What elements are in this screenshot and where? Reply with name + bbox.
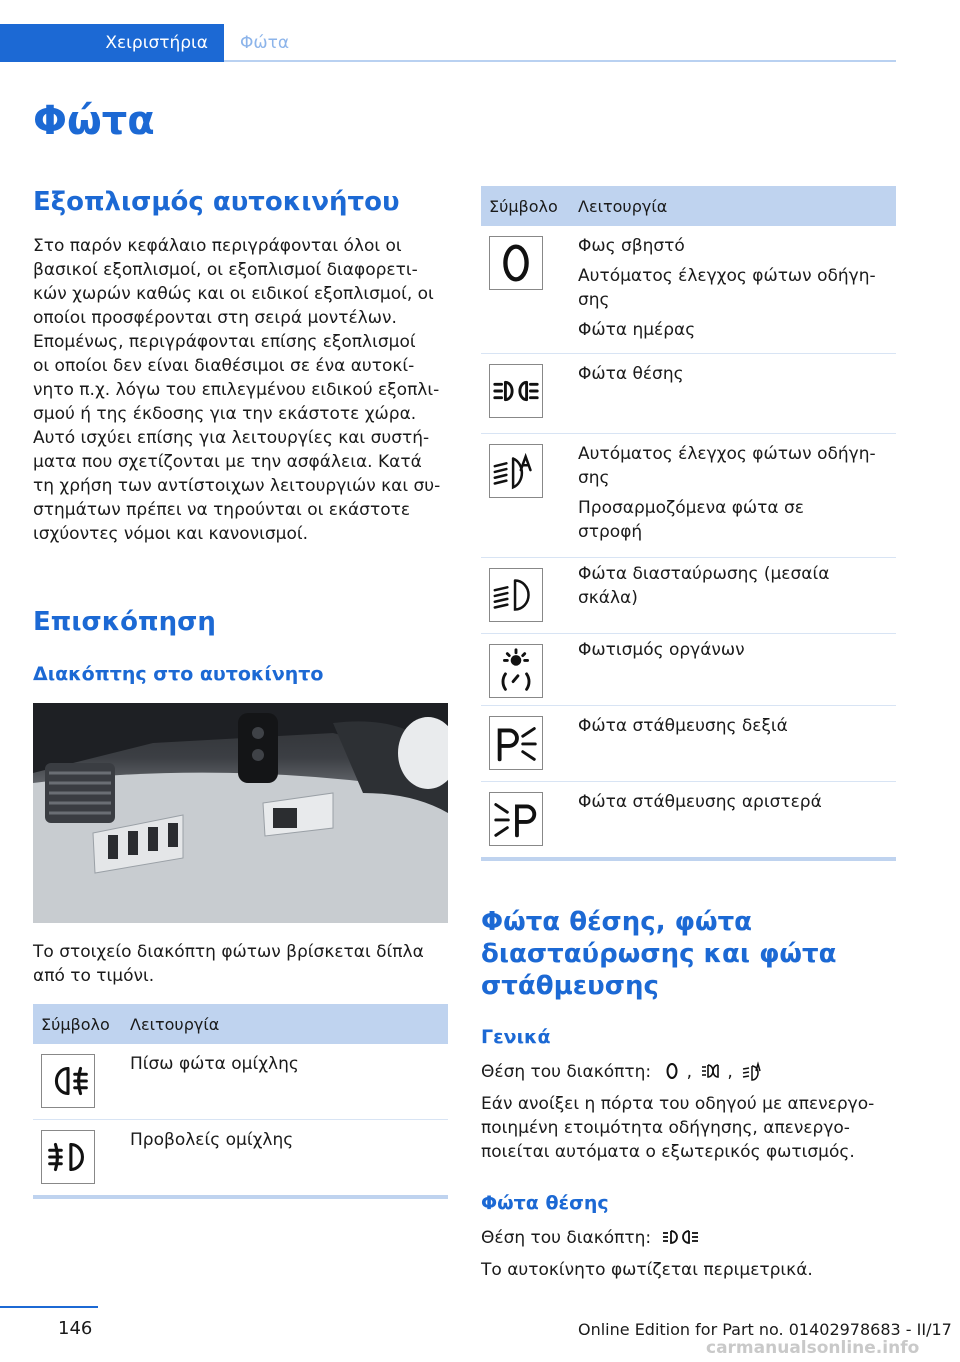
row-line: Αυτόματος έλεγχος φώτων οδήγη-	[578, 444, 876, 464]
equipment-line: οποίοι προσφέρονται στη σειρά μοντέλων.	[33, 308, 397, 328]
general-line: Εάν ανοίξει η πόρτα του οδηγού με απενεργο-	[481, 1094, 875, 1114]
tab-controls[interactable]	[0, 24, 224, 62]
row-line: Φωτισμός οργάνων	[578, 640, 745, 660]
parking-switch-position	[481, 1226, 901, 1250]
page-header	[0, 0, 960, 62]
row-line: Προβολείς ομίχλης	[130, 1130, 294, 1150]
equipment-line: ισχύοντες νόμοι και κανονισμοί.	[33, 524, 309, 544]
equipment-line: ματα που σχετίζονται με την ασφάλεια. Κατά	[33, 452, 422, 472]
row-function	[578, 362, 684, 386]
right-table-end	[481, 857, 896, 861]
light-switch-photo	[33, 703, 448, 923]
row-function	[130, 1052, 299, 1076]
equipment-line: σμού ή της έκδοσης για την εκάστοτε χώρα.	[33, 404, 417, 424]
row-function	[578, 234, 876, 342]
watermark: carmanualsonline.info	[706, 1338, 920, 1358]
row-line: στροφή	[578, 522, 643, 542]
equipment-line: Αυτό ισχύει επίσης για λειτουργίες και συστή-	[33, 428, 430, 448]
parking-lights-icon	[661, 1227, 701, 1247]
parking-lights-icon	[701, 1061, 723, 1081]
table-row	[33, 1044, 448, 1120]
row-function	[578, 638, 745, 662]
parking-text: Το αυτοκίνητο φωτίζεται περιμετρικά.	[481, 1260, 813, 1280]
row-line: Φώτα θέσης	[578, 364, 684, 384]
table-row	[33, 1120, 448, 1196]
row-function	[130, 1128, 293, 1152]
front-fog-light-icon	[41, 1130, 95, 1184]
table-row	[481, 558, 896, 634]
table-row	[481, 634, 896, 706]
footer-divider	[0, 1306, 98, 1308]
caption-line: Το στοιχείο διακόπτη φώτων βρίσκεται δίπλα	[33, 942, 424, 962]
row-line: σκάλα)	[578, 588, 638, 608]
equipment-heading: Εξοπλισμός αυτοκινήτου	[33, 187, 400, 217]
rear-fog-light-icon	[41, 1054, 95, 1108]
row-line: Φώτα στάθμευσης αριστερά	[578, 792, 822, 812]
edition-text: Online Edition for Part no. 01402978683 - II/17	[578, 1320, 952, 1339]
col-symbol: Σύμβολο	[41, 1014, 110, 1034]
row-line: Φως σβηστό	[578, 236, 685, 256]
section-heading	[481, 906, 901, 1002]
equipment-line: κών χωρών καθώς και οι ειδικοί εξοπλισμοί, οι	[33, 284, 434, 304]
left-table-header	[33, 1004, 448, 1044]
equipment-line: βασικοί εξοπλισμοί, οι εξοπλισμοί διαφορετι-	[33, 260, 418, 280]
general-text	[481, 1092, 901, 1164]
general-line: ποιημένη ετοιμότητα οδήγησης, απενεργο-	[481, 1118, 850, 1138]
equipment-line: Επομένως, περιγράφονται επίσης εξοπλισμοί	[33, 332, 416, 352]
row-function	[578, 442, 876, 544]
separator: ,	[727, 1062, 733, 1082]
general-line: ποιείται αυτόματα ο εξωτερικός φωτισμός.	[481, 1142, 855, 1162]
tab-lights[interactable]	[240, 24, 289, 62]
equipment-line: στημάτων πρέπει να τηρούνται οι εκάστοτε	[33, 500, 411, 520]
caption-line: από το τιμόνι.	[33, 966, 155, 986]
equipment-line: νητο π.χ. λόγω του επιλεγμένου ειδικού εξοπλι-	[33, 380, 440, 400]
switch-caption	[33, 940, 453, 988]
switch-position-label: Θέση του διακόπτη:	[481, 1228, 652, 1248]
equipment-text	[33, 234, 453, 546]
overview-heading: Επισκόπηση	[33, 607, 216, 637]
switch-heading: Διακόπτης στο αυτοκίνητο	[33, 663, 324, 685]
general-heading: Γενικά	[481, 1026, 551, 1048]
row-line: σης	[578, 290, 610, 310]
dashboard-illustration	[33, 703, 448, 923]
section-heading-line: διασταύρωσης και φώτα	[481, 939, 837, 969]
table-row	[481, 706, 896, 782]
section-heading-line: στάθμευσης	[481, 971, 659, 1001]
table-row	[481, 226, 896, 354]
equipment-line: τη χρήση των αντίστοιχων λειτουργιών και συ-	[33, 476, 441, 496]
section-heading-line: Φώτα θέσης, φώτα	[481, 907, 753, 937]
row-function	[578, 562, 829, 610]
switch-positions	[481, 1060, 901, 1084]
row-line: Φώτα στάθμευσης δεξιά	[578, 716, 788, 736]
table-row	[481, 434, 896, 558]
row-line: Αυτόματος έλεγχος φώτων οδήγη-	[578, 266, 876, 286]
lights-off-zero-icon	[661, 1061, 683, 1081]
lights-off-zero-icon	[489, 236, 543, 290]
row-line: σης	[578, 468, 610, 488]
page-title: Φώτα	[33, 98, 155, 144]
row-line: Φώτα διασταύρωσης (μεσαία	[578, 564, 830, 584]
table-row	[481, 782, 896, 858]
separator: ,	[686, 1062, 692, 1082]
parking-lights-icon	[489, 364, 543, 418]
page-number: 146	[58, 1318, 93, 1339]
parking-light-right-icon	[489, 716, 543, 770]
row-function	[578, 714, 788, 738]
parking-light-left-icon	[489, 792, 543, 846]
equipment-line: Στο παρόν κεφάλαιο περιγράφονται όλοι οι	[33, 236, 402, 256]
switch-position-label: Θέση του διακόπτη:	[481, 1062, 652, 1082]
header-divider	[224, 60, 896, 62]
auto-headlight-icon	[489, 444, 543, 498]
right-table-header	[481, 186, 896, 226]
instrument-lighting-icon	[489, 644, 543, 698]
equipment-line: οι οποίοι δεν είναι διαθέσιμοι σε ένα αυτοκί-	[33, 356, 415, 376]
parking-heading: Φώτα θέσης	[481, 1192, 609, 1214]
left-table-end	[33, 1195, 448, 1199]
low-beam-icon	[489, 568, 543, 622]
col-symbol: Σύμβολο	[489, 196, 558, 216]
row-line: Πίσω φώτα ομίχλης	[130, 1054, 299, 1074]
col-function: Λειτουργία	[578, 196, 668, 216]
table-row	[481, 354, 896, 434]
row-line: Φώτα ημέρας	[578, 320, 696, 340]
auto-headlight-icon	[742, 1061, 764, 1081]
col-function: Λειτουργία	[130, 1014, 220, 1034]
row-function	[578, 790, 822, 814]
tab-controls-label: Χειριστήρια	[105, 33, 208, 53]
row-line: Προσαρμοζόμενα φώτα σε	[578, 498, 804, 518]
tab-lights-label: Φώτα	[240, 33, 290, 53]
